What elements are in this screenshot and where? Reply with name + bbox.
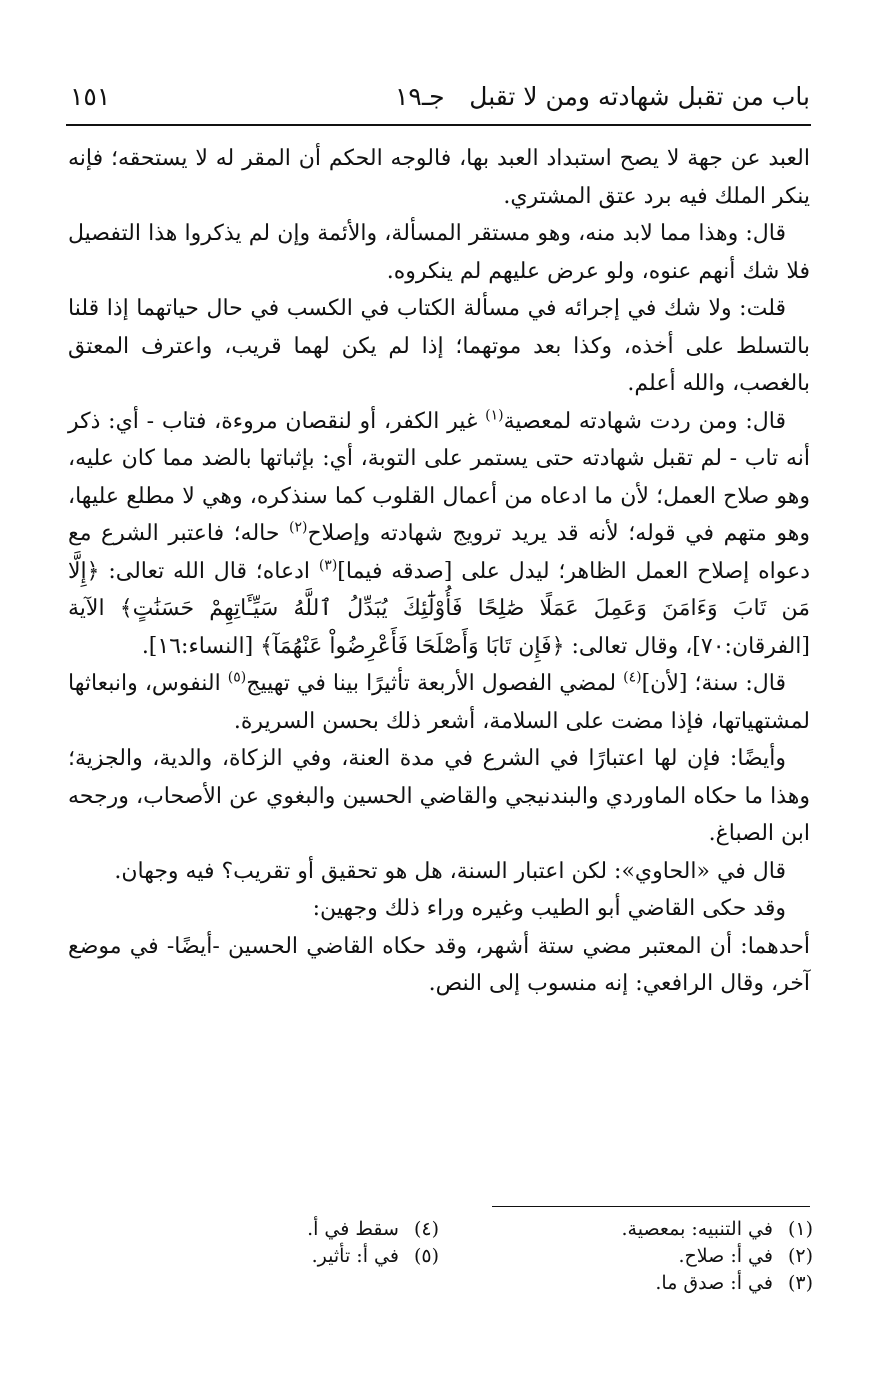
footnote-ref-1: (١) (485, 407, 504, 424)
footnote-number: (٢) (787, 1245, 813, 1267)
footnote-3 (493, 1270, 813, 1297)
paragraph-6: وأيضًا: فإن لها اعتبارًا في الشرع في مدة العنة، وفي الزكاة، والدية، والجزية؛ وهذا ما حكاه الماوردي والبندنيجي والقاضي الحسين والبغوي عن الأصحاب، ورجحه ابن الصباغ. (68, 746, 810, 846)
header-rule (66, 124, 811, 126)
footnote-ref-4: (٤) (623, 669, 642, 686)
footnotes-column-right (493, 1216, 813, 1297)
volume-label: جـ١٩ (395, 82, 445, 111)
paragraph-3: قلت: ولا شك في إجرائه في مسألة الكتاب في الكسب في حال حياتهما إذا قلنا بالتسلط على أخذه، وكذا بعد موتهما؛ إذا لم يكن لهما قريب، واعترف المعتق بالغصب، والله أعلم. (68, 296, 810, 396)
page-header (70, 82, 810, 122)
footnote-number: (٥) (413, 1245, 439, 1267)
footnote-text: في أ: صلاح. (678, 1245, 773, 1267)
footnote-rule (492, 1206, 810, 1207)
footnote-text: سقط في أ. (307, 1218, 399, 1240)
footnotes-column-left (239, 1216, 439, 1270)
paragraph-7: قال في «الحاوي»: لكن اعتبار السنة، هل هو تحقيق أو تقريب؟ فيه وجهان. (114, 858, 786, 884)
text-segment: قال: سنة؛ [لأن] (641, 671, 787, 696)
paragraph-8: وقد حكى القاضي أبو الطيب وغيره وراء ذلك وجهين: (312, 896, 786, 921)
main-text (68, 140, 810, 1003)
text-segment: قال: ومن ردت شهادته لمعصية (503, 408, 787, 434)
footnote-number: (٤) (413, 1218, 439, 1240)
footnote-4 (239, 1216, 439, 1243)
footnote-text: في أ: تأثير. (311, 1245, 399, 1267)
paragraph-2: قال: وهذا مما لابد منه، وهو مستقر المسألة، والأئمة وإن لم يذكروا هذا التفصيل فلا شك أنهم عنوه، ولو عرض عليهم لم ينكروه. (68, 221, 810, 284)
paragraph-4 (68, 403, 810, 666)
footnote-text: في أ: صدق ما. (655, 1272, 773, 1294)
footnote-ref-3: (٣) (318, 557, 338, 574)
text-segment: النفوس، وانبعاثها لمشتهياتها، فإذا مضت على السلامة، أشعر ذلك بحسن السريرة. (68, 671, 810, 734)
text-segment: ادعاه؛ قال الله تعالى: ﴿إِلَّا مَن تَابَ وَءَامَنَ وَعَمِلَ عَمَلًا صَٰلِحًا فَأُوْلَٰٓئِكَ يُبَدِّلُ ٱللَّهُ سَيِّـَٔاتِهِمْ حَسَنَٰتٍ﴾ الآية [الفرقان:٧٠]، وقال تعالى: ﴿فَإِن تَابَا وَأَصْلَحَا فَأَعْرِضُواْ عَنْهُمَآ﴾ [النساء:١٦]. (68, 558, 810, 659)
text-segment: لمضي الفصول الأربعة تأثيرًا بينا في تهييج (246, 671, 624, 696)
text-segment: غير الكفر، أو لنقصان مروءة، فتاب - أي: ذكر أنه تاب - لم تقبل شهادته حتى يستمر على التوبة، أي: بإثباتها بالضد مما كان عليه، وهو صلاح العمل؛ لأن ما ادعاه من أعمال القلوب كما سنذكره، وهي لا مطلع عليها، وهو متهم في قوله؛ لأنه قد يريد ترويج شهادته وإصلاح (68, 408, 810, 546)
paragraph-5 (68, 665, 810, 740)
footnote-2 (493, 1243, 813, 1270)
footnote-number: (١) (787, 1218, 813, 1240)
footnote-1 (493, 1216, 813, 1243)
running-title: باب من تقبل شهادته ومن لا تقبل (469, 82, 810, 111)
footnote-5 (239, 1243, 439, 1270)
footnote-ref-2: (٢) (289, 519, 308, 536)
footnote-ref-5: (٥) (227, 669, 247, 686)
paragraph-9: أحدهما: أن المعتبر مضي ستة أشهر، وقد حكاه القاضي الحسين -أيضًا- في موضع آخر، وقال الرافعي: إنه منسوب إلى النص. (68, 933, 810, 996)
text-segment: حاله؛ فاعتبر الشرع مع دعواه إصلاح العمل الظاهر؛ ليدل على [صدقه فيما] (68, 521, 810, 584)
footnote-text: في التنبيه: بمعصية. (621, 1218, 773, 1240)
paragraph-1: العبد عن جهة لا يصح استبداد العبد بها، فالوجه الحكم أن المقر له لا يستحقه؛ فإنه ينكر الملك فيه برد عتق المشتري. (68, 146, 810, 209)
page-number: ١٥١ (70, 82, 111, 111)
footnote-number: (٣) (787, 1272, 813, 1294)
